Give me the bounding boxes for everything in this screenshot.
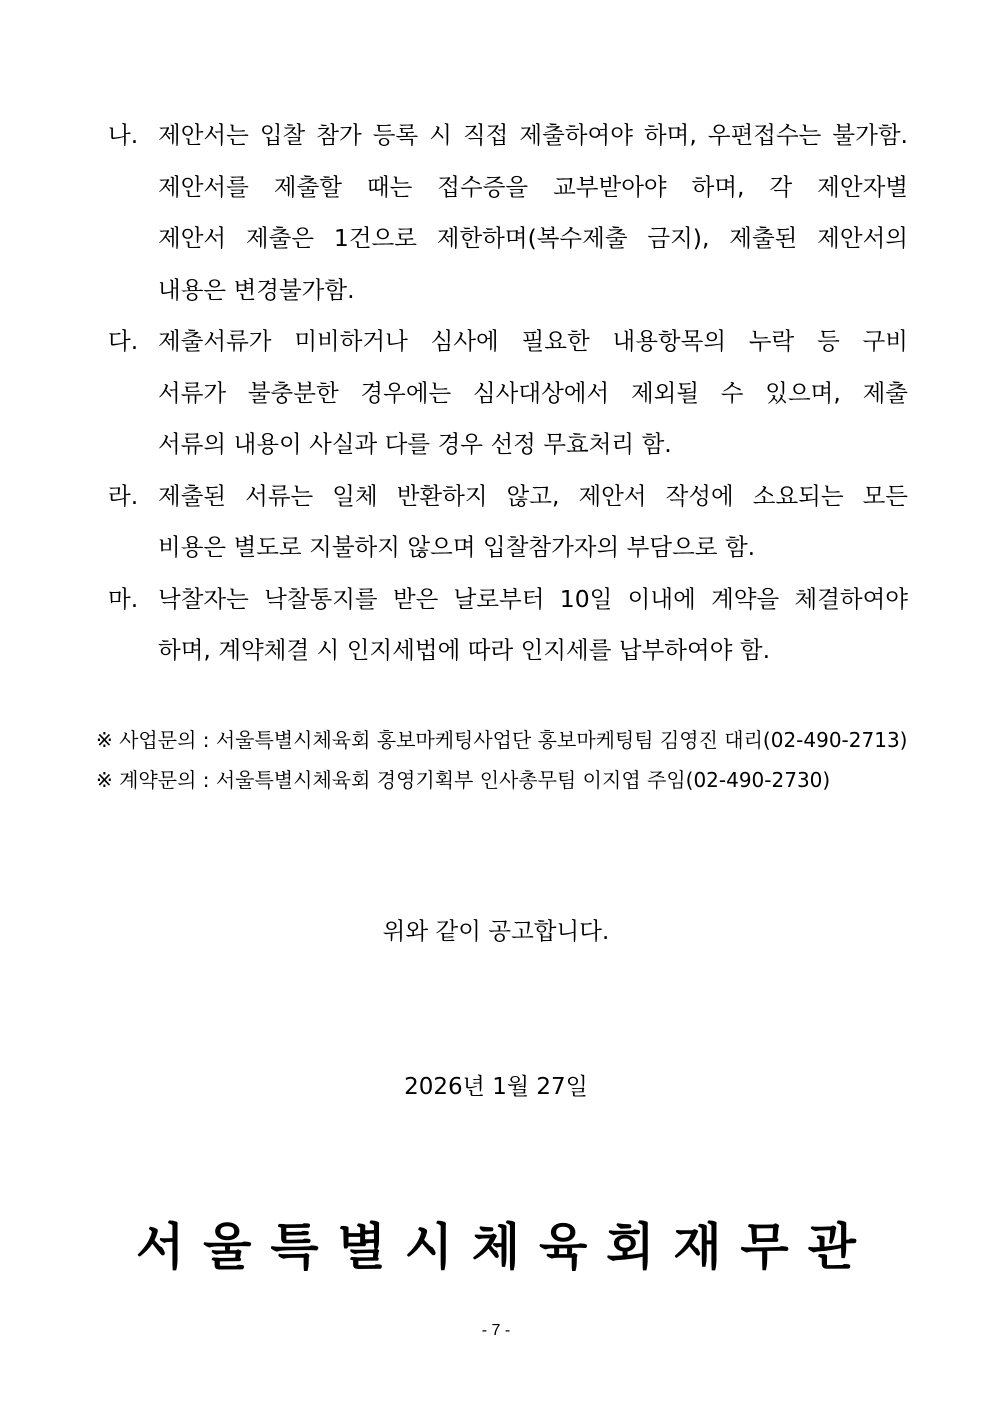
item-line: 제출서류가 미비하거나 심사에 필요한 내용항목의 누락 등 구비 bbox=[158, 327, 908, 355]
item-marker: 라. bbox=[108, 481, 139, 510]
list-item bbox=[108, 316, 908, 471]
contract-inquiry-note: ※ 계약문의 : 서울특별시체육회 경영기획부 인사총무팀 이지엽 주임(02-490-2730) bbox=[96, 768, 831, 792]
closing-statement: 위와 같이 공고합니다. bbox=[382, 917, 610, 945]
issuer-character: 무 bbox=[740, 1218, 789, 1276]
item-text bbox=[158, 316, 908, 471]
item-line: 비용은 별도로 지불하지 않으며 입찰참가자의 부담으로 함. bbox=[158, 533, 756, 561]
notice-date: 2026년 1월 27일 bbox=[404, 1074, 588, 1100]
item-line: 낙찰자는 낙찰통지를 받은 날로부터 10일 이내에 계약을 체결하여야 bbox=[158, 584, 908, 613]
issuer-character: 육 bbox=[538, 1218, 588, 1276]
item-line: 제안서 제출은 1건으로 제한하며(복수제출 금지), 제출된 제안서의 bbox=[158, 224, 908, 252]
list-item bbox=[108, 471, 908, 574]
item-line: 내용은 변경불가함. bbox=[158, 275, 355, 304]
item-line: 제안서를 제출할 때는 접수증을 교부받아야 하며, 각 제안자별 bbox=[158, 172, 908, 201]
issuer-character: 회 bbox=[606, 1218, 655, 1276]
issuer-character: 관 bbox=[807, 1218, 856, 1276]
item-line: 서류가 불충분한 경우에는 심사대상에서 제외될 수 있으며, 제출 bbox=[158, 378, 908, 407]
item-marker: 다. bbox=[108, 327, 139, 355]
contact-notes bbox=[96, 720, 916, 800]
item-line: 하며, 계약체결 시 인지세법에 따라 인지세를 납부하여야 함. bbox=[158, 636, 771, 664]
issuer-character: 별 bbox=[337, 1218, 386, 1276]
item-line: 서류의 내용이 사실과 다를 경우 선정 무효처리 함. bbox=[158, 430, 672, 458]
business-inquiry-note: ※ 사업문의 : 서울특별시체육회 홍보마케팅사업단 홍보마케팅팀 김영진 대리(02-490-2713) bbox=[96, 728, 908, 752]
issuer-character: 체 bbox=[471, 1218, 521, 1276]
item-line: 제안서는 입찰 참가 등록 시 직접 제출하여야 하며, 우편접수는 불가함. bbox=[158, 121, 908, 149]
issuer-character: 특 bbox=[270, 1218, 319, 1276]
item-marker: 마. bbox=[108, 584, 139, 613]
issuer-character: 울 bbox=[203, 1218, 252, 1276]
item-text bbox=[158, 471, 908, 574]
item-text bbox=[158, 574, 908, 677]
item-line: 제출된 서류는 일체 반환하지 않고, 제안서 작성에 소요되는 모든 bbox=[158, 481, 908, 510]
issuer-character: 시 bbox=[404, 1218, 453, 1276]
issuer-character: 재 bbox=[673, 1218, 722, 1276]
list-item bbox=[108, 574, 908, 677]
item-marker: 나. bbox=[108, 121, 139, 149]
item-text bbox=[158, 110, 908, 316]
list-item bbox=[108, 110, 908, 316]
notice-items bbox=[108, 110, 908, 677]
page-number: - 7 - bbox=[481, 1322, 511, 1339]
issuer-title bbox=[136, 1212, 856, 1282]
issuer-character: 서 bbox=[136, 1218, 185, 1276]
